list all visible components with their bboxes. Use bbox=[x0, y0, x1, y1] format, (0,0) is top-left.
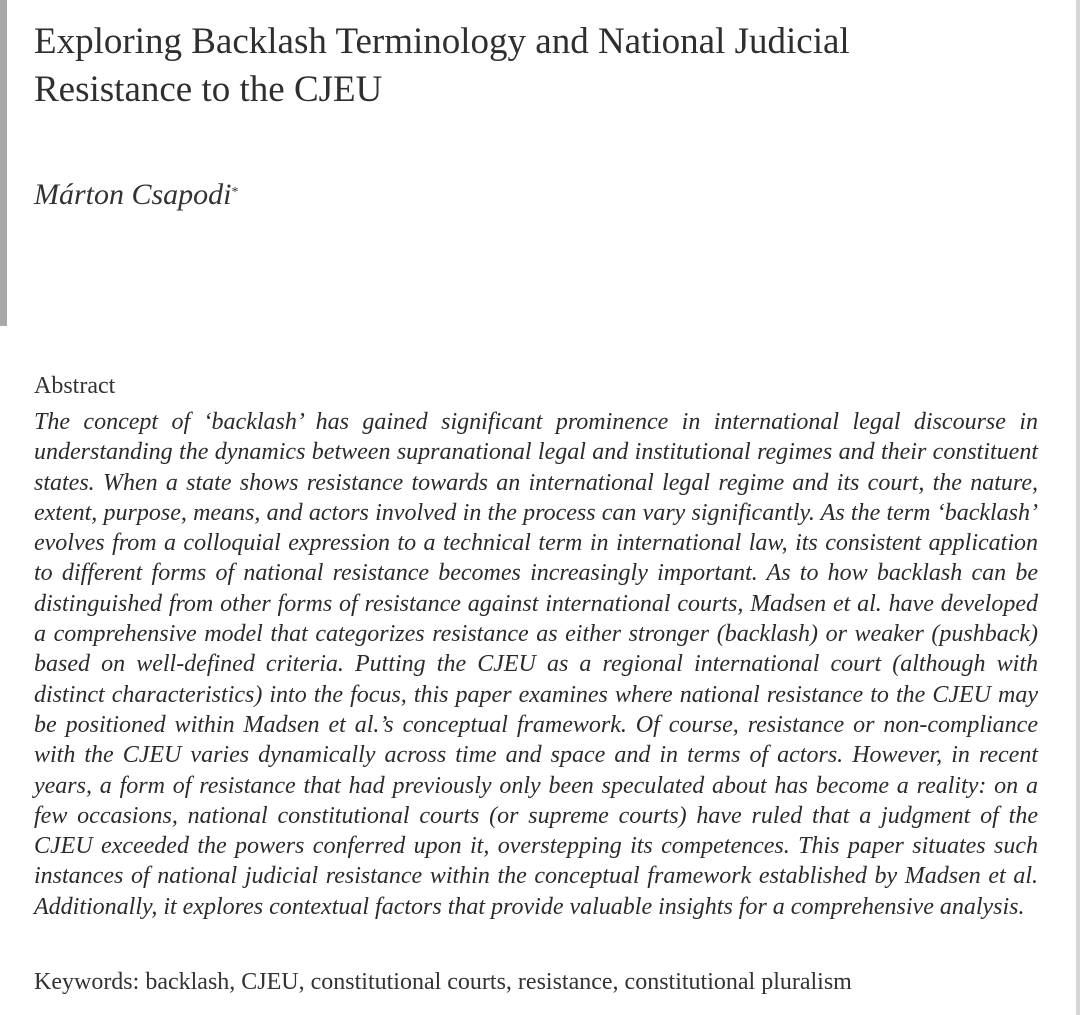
paper-title: Exploring Backlash Terminology and National Judicial Resistance to the CJEU bbox=[34, 21, 850, 110]
abstract-heading: Abstract bbox=[34, 373, 116, 399]
author-name: Márton Csapodi bbox=[34, 178, 232, 211]
author-line bbox=[34, 177, 1038, 213]
paper-page bbox=[34, 18, 1038, 997]
author-footnote-marker: * bbox=[231, 185, 239, 200]
abstract-text: The concept of ‘backlash’ has gained significant prominence in international legal discourse in understanding the dynamics between supranational legal and institutional regimes and their constituent states. When a state shows resistance towards an international legal regime and its court, the nature, extent, purpose, means, and actors involved in the process can vary significantly. As the term ‘backlash’ evolves from a colloquial expression to a technical term in international law, its consistent application to different forms of national resistance becomes increasingly important. As to how backlash can be distinguished from other forms of resistance against international courts, Madsen et al. have developed a comprehensive model that categorizes resistance as either stronger (backlash) or weaker (pushback) based on well-defined criteria. Putting the CJEU as a regional international court (although with distinct characteristics) into the focus, this paper examines where national resistance to the CJEU may be positioned within Madsen et al.’s conceptual framework. Of course, resistance or non-compliance with the CJEU varies dynamically across time and space and in terms of actors. However, in recent years, a form of resistance that had previously only been speculated about has become a reality: on a few occasions, national constitutional courts (or supreme courts) have ruled that a judgment of the CJEU exceeded the powers conferred upon it, overstepping its competences. This paper situates such instances of national judicial resistance within the conceptual framework established by Madsen et al. Additionally, it explores contextual factors that provide valuable insights for a comprehensive analysis. bbox=[34, 409, 1038, 920]
page-right-edge bbox=[1076, 0, 1080, 1015]
keywords-line: Keywords: backlash, CJEU, constitutional courts, resistance, constitutional pluralism bbox=[34, 969, 852, 996]
page-left-edge bbox=[0, 0, 7, 326]
